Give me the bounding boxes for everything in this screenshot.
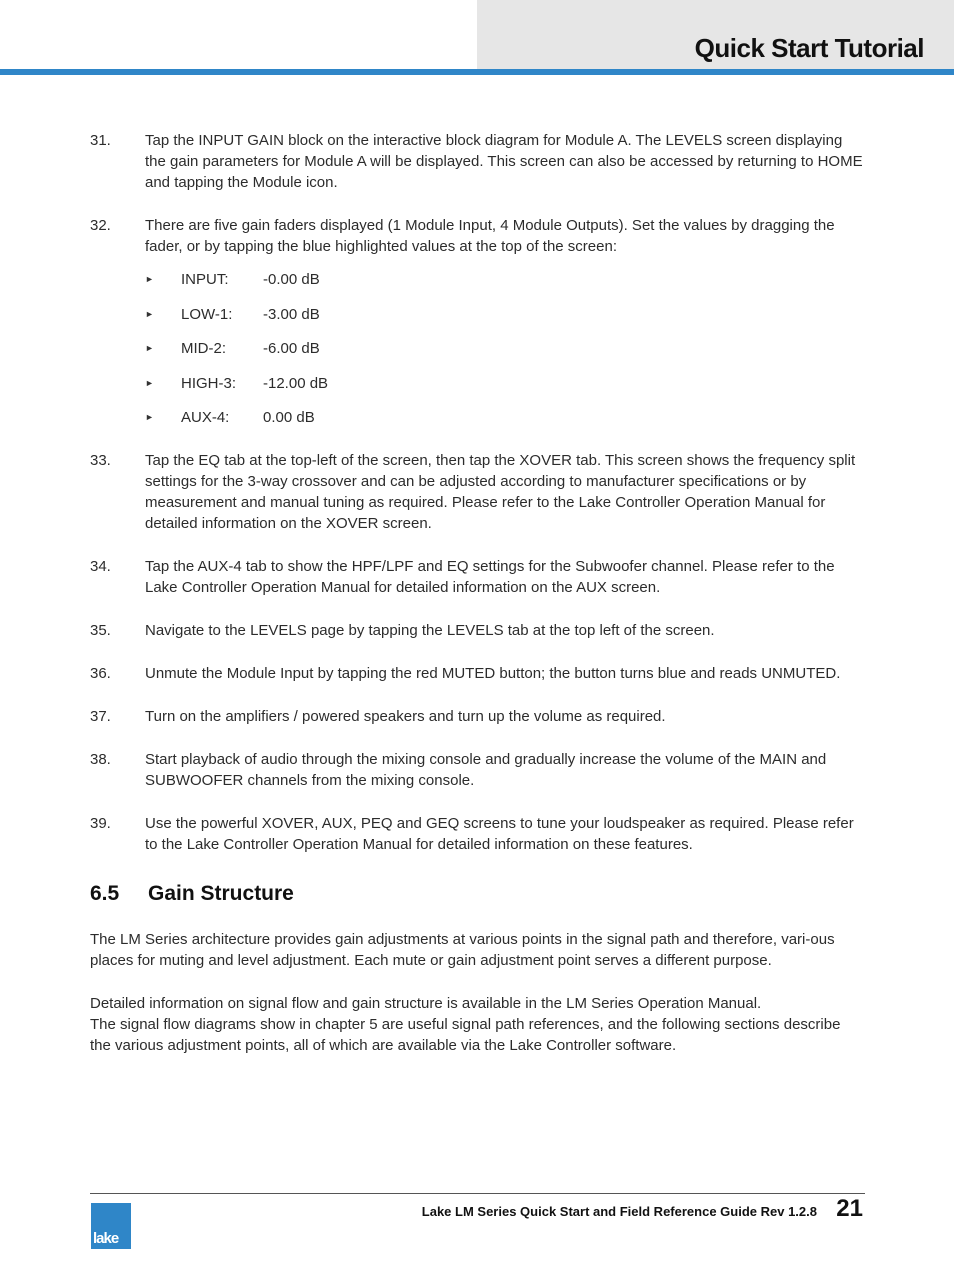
footer-rule	[90, 1193, 865, 1194]
steps-list-a	[90, 130, 865, 257]
page-header-title: Quick Start Tutorial	[694, 33, 924, 63]
section-heading	[90, 881, 865, 907]
step-text: Tap the EQ tab at the top-left of the screen, then tap the XOVER tab. This screen shows the frequency split settings for the 3-way crossover and can be adjusted according to manufacturer specifications or by measurement and manual tuning as required. Please refer to the Lake Controller Operation Manual for detailed information on the XOVER screen.	[145, 452, 856, 532]
step-number: 38.	[90, 751, 111, 768]
step-text: Turn on the amplifiers / powered speakers and turn up the volume as required.	[145, 708, 666, 725]
step-number: 34.	[90, 558, 111, 575]
step-number: 32.	[90, 217, 111, 234]
bullet-arrow-icon: ►	[145, 308, 154, 319]
gain-value: -3.00 dB	[263, 305, 320, 323]
step-number: 37.	[90, 708, 111, 725]
gain-value: -0.00 dB	[263, 271, 320, 288]
step-item	[90, 130, 865, 193]
step-text: Start playback of audio through the mixing console and gradually increase the volume of the MAIN and SUBWOOFER channels from the mixing console.	[145, 751, 827, 789]
gain-label: MID-2:	[181, 340, 226, 357]
step-number: 33.	[90, 452, 111, 469]
step-text: Unmute the Module Input by tapping the red MUTED button; the button turns blue and reads UNMUTED.	[145, 665, 841, 682]
gain-value: -12.00 dB	[263, 374, 329, 392]
gain-value-item	[145, 338, 865, 359]
step-item	[90, 620, 865, 641]
main-content	[90, 130, 865, 1078]
gain-value-item	[145, 373, 865, 394]
step-text: Navigate to the LEVELS page by tapping the LEVELS tab at the top left of the screen.	[145, 622, 715, 639]
step-item	[90, 706, 865, 727]
bullet-arrow-icon: ►	[145, 343, 154, 353]
lake-logo-text: lake	[93, 1230, 119, 1247]
step-item	[90, 749, 865, 791]
gain-label: AUX-4:	[181, 409, 230, 426]
step-item	[90, 663, 865, 684]
gain-label: LOW-1:	[181, 305, 233, 323]
bullet-arrow-icon: ►	[145, 274, 154, 284]
section-paragraph-2	[90, 993, 865, 1056]
gain-value: -6.00 dB	[263, 340, 320, 357]
step-text: Use the powerful XOVER, AUX, PEQ and GEQ screens to tune your loudspeaker as required. Please refer to the Lake Controller Operation Manual for detailed information on these features.	[145, 815, 854, 853]
step-item	[90, 450, 865, 534]
step-number: 35.	[90, 622, 111, 639]
bullet-arrow-icon: ►	[145, 377, 154, 388]
gain-value-item	[145, 269, 865, 290]
step-number: 31.	[90, 132, 111, 149]
step-text: There are five gain faders displayed (1 Module Input, 4 Module Outputs). Set the values by dragging the fader, or by tapping the blue highlighted values at the top of the screen:	[145, 217, 835, 255]
gain-value-item	[145, 304, 865, 325]
gain-label: HIGH-3:	[181, 374, 237, 392]
step-text: Tap the AUX-4 tab to show the HPF/LPF and EQ settings for the Subwoofer channel. Please refer to the Lake Controller Operation Manual for detailed information on the AUX screen.	[145, 558, 835, 596]
step-item	[90, 813, 865, 855]
section-number: 6.5	[90, 882, 120, 905]
section-paragraph-1: The LM Series architecture provides gain adjustments at various points in the signal path and therefore, vari-ous places for muting and level adjustment. Each mute or gain adjustment point serves a different purpose.	[90, 931, 835, 969]
page-number: 21	[836, 1195, 863, 1222]
gain-values-list	[145, 269, 865, 428]
gain-value-item	[145, 407, 865, 428]
steps-list-b	[90, 450, 865, 855]
lake-logo	[91, 1203, 131, 1249]
step-text: Tap the INPUT GAIN block on the interactive block diagram for Module A. The LEVELS screen displaying the gain parameters for Module A will be displayed. This screen can also be accessed by returning to HOME and tapping the Module icon.	[145, 132, 863, 191]
step-number: 39.	[90, 815, 111, 832]
section-paragraph-2-line-2: The signal flow diagrams show in chapter 5 are useful signal path references, and the following sections describe the various adjustment points, all of which are available via the Lake Controller software.	[90, 1016, 841, 1054]
header-rule	[0, 69, 954, 75]
step-item	[90, 556, 865, 598]
step-item	[90, 215, 865, 257]
section-title: Gain Structure	[148, 882, 294, 905]
footer-document-title: Lake LM Series Quick Start and Field Reference Guide Rev 1.2.8	[421, 1204, 817, 1219]
step-number: 36.	[90, 665, 111, 682]
gain-label: INPUT:	[181, 271, 229, 288]
gain-value: 0.00 dB	[263, 409, 315, 426]
bullet-arrow-icon: ►	[145, 412, 154, 422]
section-paragraph-2-line-1: Detailed information on signal flow and gain structure is available in the LM Series Operation Manual.	[90, 995, 762, 1012]
